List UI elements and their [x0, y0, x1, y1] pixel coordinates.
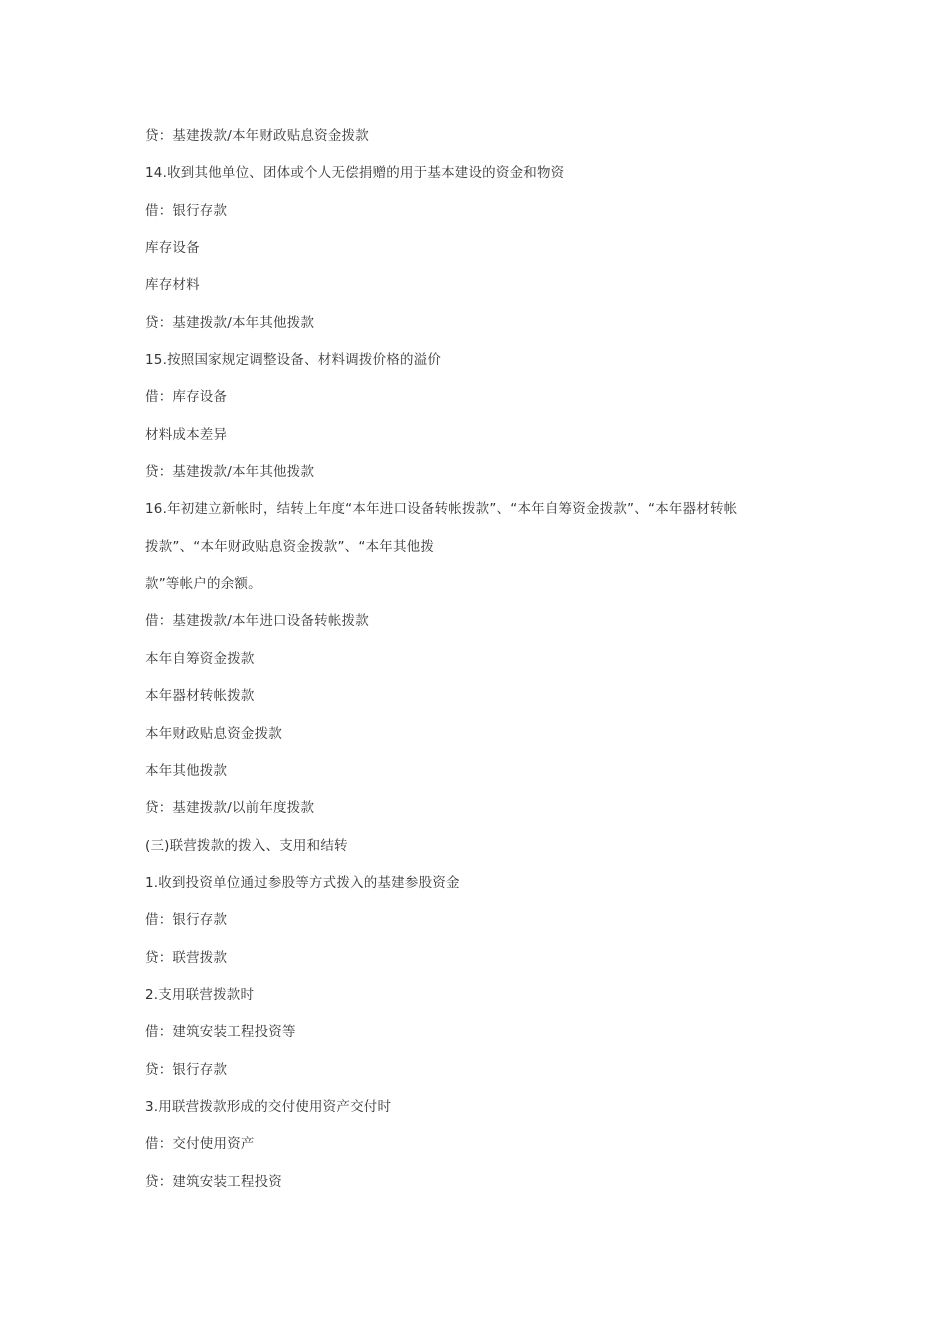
text-line: 14.收到其他单位、团体或个人无偿捐赠的用于基本建设的资金和物资 — [145, 165, 565, 182]
text-line: 贷：基建拨款/本年财政贴息资金拨款 — [145, 128, 369, 144]
text-line: 借：建筑安装工程投资等 — [145, 1024, 296, 1041]
text-line: 借：银行存款 — [145, 202, 228, 219]
text-line: 库存设备 — [145, 240, 200, 257]
text-line: 1.收到投资单位通过参股等方式拨入的基建参股资金 — [145, 874, 460, 891]
text-line: 贷：基建拨款/以前年度拨款 — [145, 800, 315, 817]
text-line: 拨款”、“本年财政贴息资金拨款”、“本年其他拨 — [145, 538, 435, 555]
text-line: 15.按照国家规定调整设备、材料调拨价格的溢价 — [145, 352, 442, 369]
text-line: 库存材料 — [145, 277, 200, 294]
text-line: 贷：联营拨款 — [145, 949, 228, 966]
text-line: 借：库存设备 — [145, 389, 228, 406]
text-line: 借：银行存款 — [145, 912, 228, 929]
text-line: 本年器材转帐拨款 — [145, 688, 255, 705]
text-line: 16.年初建立新帐时，结转上年度“本年进口设备转帐拨款”、“本年自筹资金拨款”、“本年器材转帐 — [145, 501, 738, 518]
text-line: 贷：基建拨款/本年其他拨款 — [145, 314, 315, 331]
text-line: 借：交付使用资产 — [145, 1136, 255, 1153]
text-line: (三)联营拨款的拨入、支用和结转 — [145, 837, 348, 854]
text-line: 本年财政贴息资金拨款 — [145, 725, 282, 742]
text-line: 本年自筹资金拨款 — [145, 650, 255, 667]
text-line: 贷：银行存款 — [145, 1061, 228, 1078]
text-line: 本年其他拨款 — [145, 762, 228, 779]
document-body — [145, 126, 825, 1209]
text-line: 贷：基建拨款/本年其他拨款 — [145, 464, 315, 481]
text-line: 3.用联营拨款形成的交付使用资产交付时 — [145, 1098, 392, 1115]
text-line: 贷：建筑安装工程投资 — [145, 1173, 282, 1190]
text-line: 材料成本差异 — [145, 426, 228, 443]
text-line: 款”等帐户的余额。 — [145, 576, 262, 593]
text-line: 借：基建拨款/本年进口设备转帐拨款 — [145, 613, 369, 630]
text-line: 2.支用联营拨款时 — [145, 986, 255, 1003]
